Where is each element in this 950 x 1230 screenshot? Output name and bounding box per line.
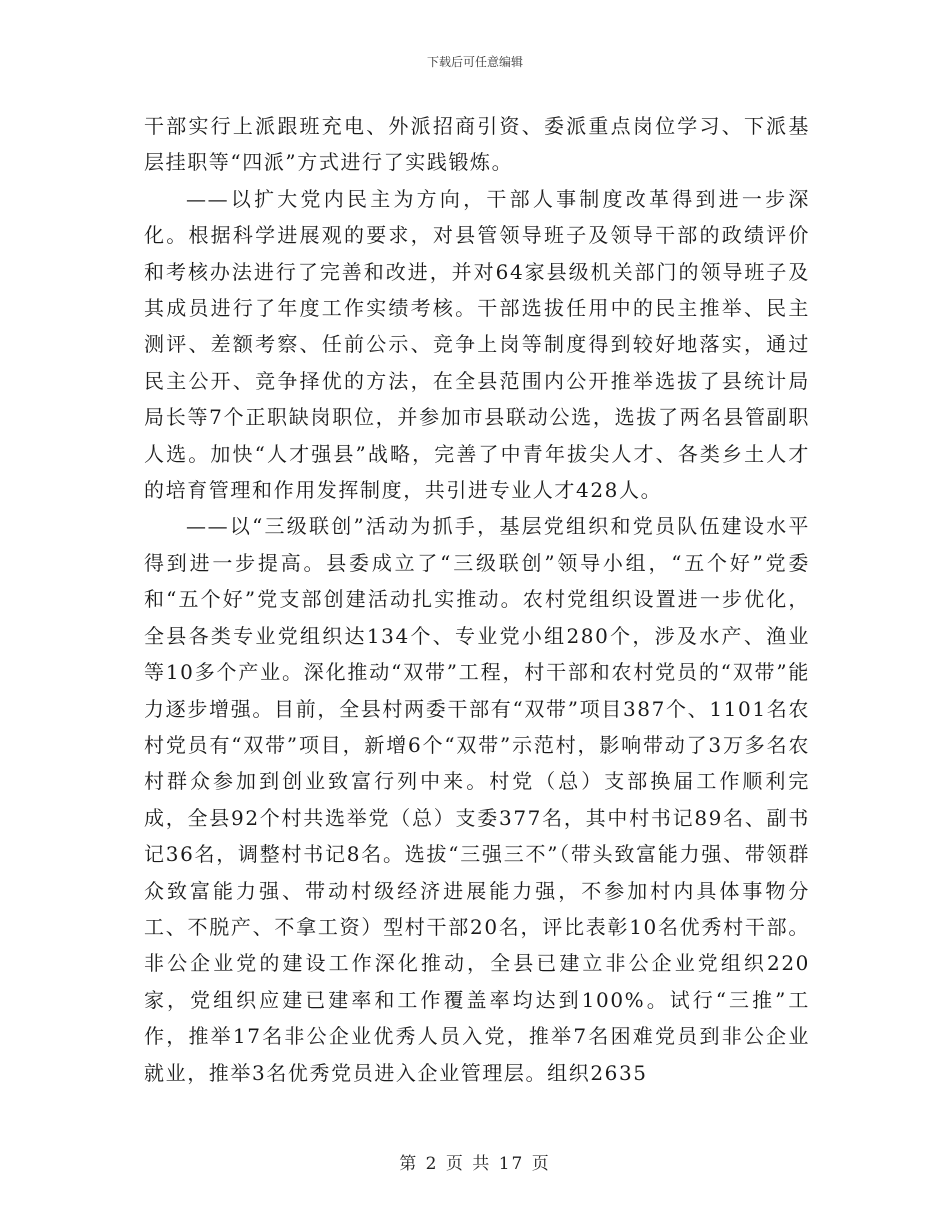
document-body — [144, 108, 810, 1091]
paragraph-continuation: 干部实行上派跟班充电、外派招商引资、委派重点岗位学习、下派基层挂职等“四派”方式进行了实践锻炼。 — [144, 114, 810, 175]
page-header-note: 下载后可任意编辑 — [426, 55, 523, 69]
paragraph-grassroots-party: ——以“三级联创”活动为抓手，基层党组织和党员队伍建设水平得到进一步提高。县委成立了“三级联创”领导小组，“五个好”党委和“五个好”党支部创建活动扎实推动。农村党组织设置进一步优化，全县各类专业党组织达134个、专业党小组280个，涉及水产、渔业等10多个产业。深化推动“双带”工程，村干部和农村党员的“双带”能力逐步增强。目前，全县村两委干部有“双带”项目387个、1101名农村党员有“双带”项目，新增6个“双带”示范村，影响带动了3万多名农村群众参加到创业致富行列中来。村党（总）支部换届工作顺利完成，全县92个村共选举党（总）支委377名，其中村书记89名、副书记36名，调整村书记8名。选拔“三强三不”（带头致富能力强、带领群众致富能力强、带动村级经济进展能力强，不参加村内具体事物分工、不脱产、不拿工资）型村干部20名，评比表彰10名优秀村干部。非公企业党的建设工作深化推动，全县已建立非公企业党组织220家，党组织应建已建率和工作覆盖率均达到100%。试行“三推”工作，推举17名非公企业优秀人员入党，推举7名困难党员到非公企业就业，推举3名优秀党员进入企业管理层。组织2635 — [144, 514, 810, 1085]
page-number-footer: 第 2 页 共 17 页 — [399, 1154, 551, 1174]
paragraph-cadre-reform: ——以扩大党内民主为方向，干部人事制度改革得到进一步深化。根据科学进展观的要求，对县管领导班子及领导干部的政绩评价和考核办法进行了完善和改进，并对64家县级机关部门的领导班子及其成员进行了年度工作实绩考核。干部选拔任用中的民主推举、民主测评、差额考察、任前公示、竞争上岗等制度得到较好地落实，通过民主公开、竞争择优的方法，在全县范围内公开推举选拔了县统计局局长等7个正职缺岗职位，并参加市县联动公选，选拔了两名县管副职人选。加快“人才强县”战略，完善了中青年拔尖人才、各类乡土人才的培育管理和作用发挥制度，共引进专业人才428人。 — [144, 186, 810, 503]
